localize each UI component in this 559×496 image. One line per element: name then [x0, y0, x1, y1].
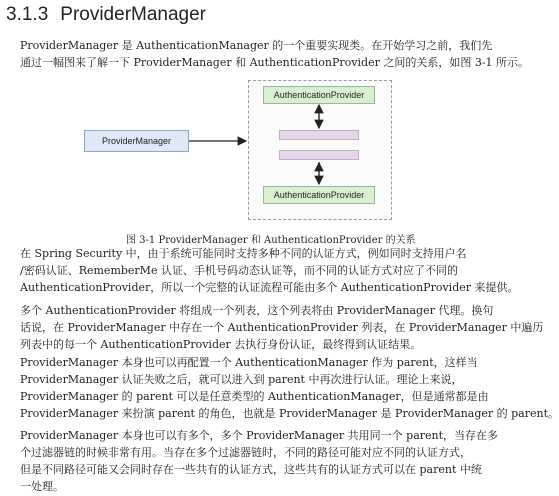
authentication-provider-box-top: AuthenticationProvider	[263, 86, 375, 104]
section-title: ProviderManager	[60, 4, 207, 25]
section-heading	[6, 4, 206, 26]
paragraph-line: 列表中的每一个 AuthenticationProvider 去执行身份认证，最终得到认证结果。	[20, 338, 422, 351]
paragraph-line: /密码认证、RememberMe 认证、手机号码动态认证等，而不同的认证方式对应了不同的	[20, 264, 458, 277]
paragraph-line: 一处理。	[20, 480, 64, 493]
provider-list-item	[279, 150, 359, 160]
paragraph-parent	[20, 354, 559, 422]
paragraph-intro	[20, 37, 530, 71]
paragraph-multiple-auth	[20, 245, 519, 296]
section-number: 3.1.3	[6, 4, 49, 25]
paragraph-provider-list	[20, 302, 544, 353]
paragraph-line: ProviderManager 是 AuthenticationManager 的一个重要实现类。在开始学习之前，我们先	[20, 39, 493, 52]
paragraph-line: 话说，在 ProviderManager 中存在一个 AuthenticationProvider 列表，在 ProviderManager 中遍历	[20, 321, 544, 334]
authentication-provider-box-bottom: AuthenticationProvider	[263, 186, 375, 204]
paragraph-line: ProviderManager 本身也可以再配置一个 AuthenticationManager 作为 parent，这样当	[20, 356, 478, 369]
paragraph-line: 个过滤器链的时候非常有用。当存在多个过滤器链时，不同的路径可能对应不同的认证方式，	[20, 446, 471, 459]
paragraph-line: 多个 AuthenticationProvider 将组成一个列表，这个列表将由 ProviderManager 代理。换句	[20, 304, 494, 317]
paragraph-line: ProviderManager 来扮演 parent 的角色，也就是 ProviderManager 是 ProviderManager 的 parent。	[20, 407, 559, 420]
provider-manager-box: ProviderManager	[84, 130, 189, 152]
paragraph-line: 但是不同路径可能又会同时存在一些共有的认证方式，这些共有的认证方式可以在 parent 中统	[20, 463, 482, 476]
provider-list-item	[279, 130, 359, 140]
paragraph-line: AuthenticationProvider，所以一个完整的认证流程可能由多个 AuthenticationProvider 来提供。	[20, 281, 519, 294]
figure-caption: 图 3-1 ProviderManager 和 AuthenticationProvider 的关系	[126, 235, 416, 246]
paragraph-line: 在 Spring Security 中，由于系统可能同时支持多种不同的认证方式，例如同时支持用户名	[20, 247, 467, 260]
paragraph-line: ProviderManager 认证失败之后，就可以进入到 parent 中再次进行认证。理论上来说，	[20, 373, 463, 386]
paragraph-line: 通过一幅图来了解一下 ProviderManager 和 AuthenticationProvider 之间的关系，如图 3-1 所示。	[20, 56, 530, 69]
paragraph-line: ProviderManager 本身也可以有多个，多个 ProviderManager 共用同一个 parent，当存在多	[20, 429, 499, 442]
figure-3-1	[60, 80, 390, 220]
paragraph-shared-parent	[20, 427, 499, 495]
paragraph-line: ProviderManager 的 parent 可以是任意类型的 AuthenticationManager，但是通常都是由	[20, 390, 489, 403]
